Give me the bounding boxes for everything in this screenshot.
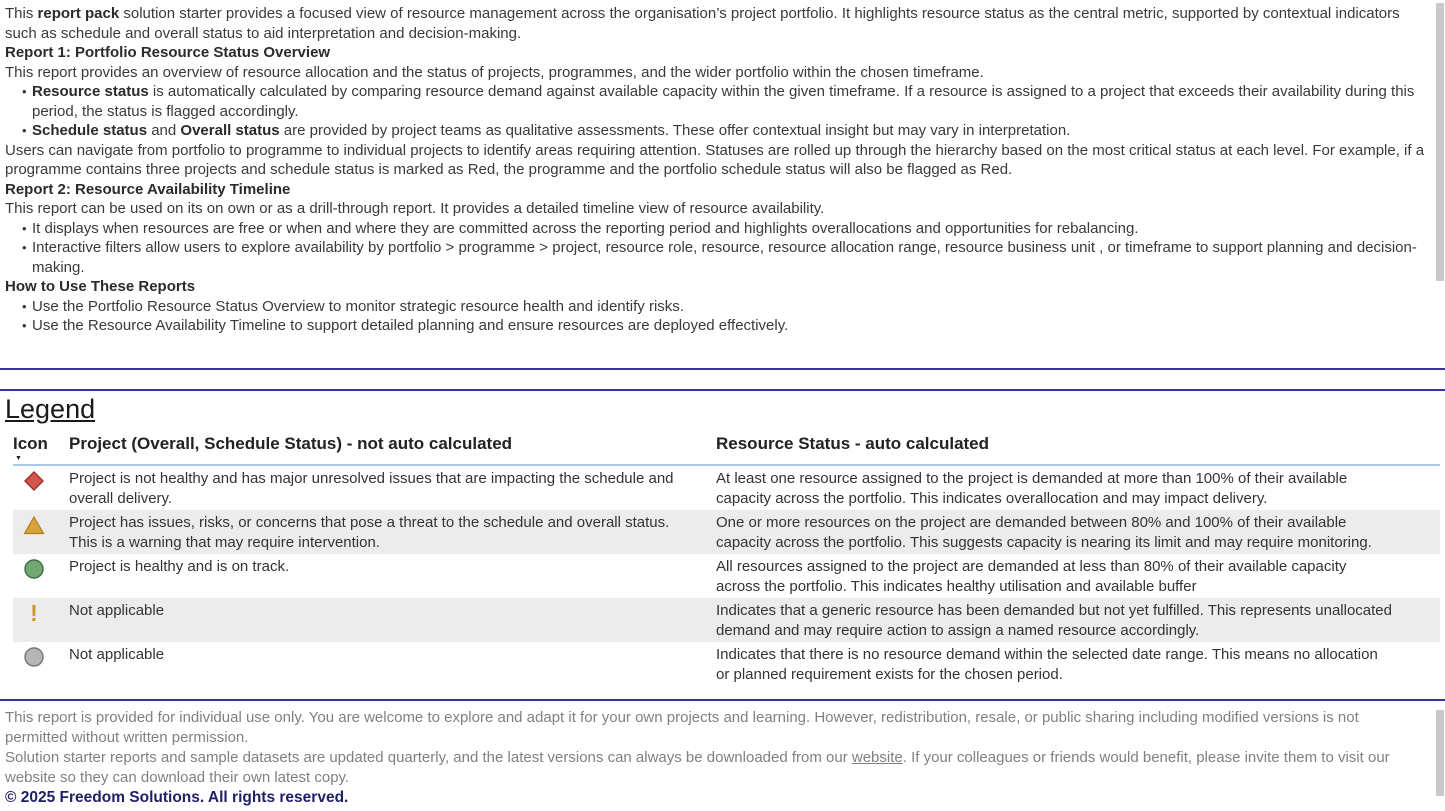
column-header-resource[interactable]: Resource Status - auto calculated	[716, 434, 990, 453]
report2-bullet-filters: • Interactive filters allow users to explore availability by portfolio > programme > project, resource role, resource, resource allocation range, resource business unit , or timeframe to support planning and decision-making.	[5, 238, 1431, 277]
footer-usage-text: This report is provided for individual use only. You are welcome to explore and adapt it for your own projects and learning. However, redistribution, resale, or public sharing including modified versions is not permitted without written permission.	[5, 709, 1359, 746]
amber-exclamation-icon: !	[30, 600, 38, 626]
resource-status-text: Indicates that there is no resource demand within the selected date range. This means no allocation or planned requirement exists for the chosen period.	[716, 646, 1378, 683]
how-to-bullet-overview: • Use the Portfolio Resource Status Overview to monitor strategic resource health and identify risks.	[5, 297, 1431, 317]
table-row	[13, 510, 1440, 554]
legend-table	[13, 433, 1440, 686]
project-status-text: Project is healthy and is on track.	[69, 558, 290, 575]
table-row	[13, 598, 1440, 642]
report1-heading: Report 1: Portfolio Resource Status Overview	[5, 44, 331, 61]
column-header-project[interactable]: Project (Overall, Schedule Status) - not auto calculated	[69, 434, 513, 453]
resource-status-text: One or more resources on the project are demanded between 80% and 100% of their available capacity across the portfolio. This suggests capacity is nearing its limit and may require monitoring.	[716, 514, 1372, 551]
green-circle-icon	[23, 558, 45, 580]
footer-scrollbar[interactable]	[1436, 702, 1444, 811]
column-header-icon[interactable]: Icon ▼	[13, 433, 69, 462]
intro-scrollbar-thumb[interactable]	[1436, 3, 1444, 281]
report1-intro: This report provides an overview of resource allocation and the status of projects, programmes, and the wider portfolio within the chosen timeframe.	[5, 63, 984, 81]
report1-bullet-resource-status: • Resource status is automatically calculated by comparing resource demand against available capacity within the given timeframe. If a resource is assigned to a project that exceeds their availability during this period, the status is flagged accordingly.	[5, 82, 1431, 121]
legend-table-header	[13, 433, 1440, 466]
table-row	[13, 642, 1440, 686]
project-status-text: Not applicable	[69, 602, 165, 619]
intro-paragraph: This report pack solution starter provides a focused view of resource management across the organisation’s project portfolio. It highlights resource status as the central metric, supported by contextual indicators such as schedule and overall status to aid interpretation and decision-making.	[5, 5, 1400, 42]
report1-outro: Users can navigate from portfolio to programme to individual projects to identify areas requiring attention. Statuses are rolled up through the hierarchy based on the most critical status at each level. For example, if a programme contains three projects and schedule status is marked as Red, the programme and the portfolio schedule status will also be flagged as Red.	[5, 141, 1425, 178]
divider-line-top	[0, 368, 1445, 370]
footer-scrollbar-thumb[interactable]	[1436, 710, 1444, 796]
legend-title: Legend	[5, 394, 96, 424]
how-to-bullet-timeline: • Use the Resource Availability Timeline to support detailed planning and ensure resources are deployed effectively.	[5, 316, 1431, 336]
website-link[interactable]: website	[851, 749, 903, 766]
table-row	[13, 554, 1440, 598]
how-to-heading: How to Use These Reports	[5, 278, 196, 295]
gray-circle-icon	[23, 646, 45, 668]
report2-heading: Report 2: Resource Availability Timeline	[5, 180, 291, 198]
table-row	[13, 466, 1440, 510]
project-status-text: Project has issues, risks, or concerns that pose a threat to the schedule and overall status. This is a warning that may require intervention.	[69, 514, 670, 551]
footer-update-text: Solution starter reports and sample datasets are updated quarterly, and the latest versions can always be downloaded from our website. If your colleagues or friends would benefit, please invite them to visit our website so they can download their own latest copy.	[5, 749, 1390, 786]
report2-bullet-display: • It displays when resources are free or when and where they are committed across the reporting period and highlights overallocations and opportunities for rebalancing.	[5, 219, 1431, 239]
report2-intro: This report can be used on its on own or as a drill-through report. It provides a detailed timeline view of resource availability.	[5, 200, 825, 217]
amber-triangle-icon	[23, 514, 45, 536]
project-status-text: Not applicable	[69, 646, 165, 663]
copyright-text: © 2025 Freedom Solutions. All rights reserved.	[5, 789, 349, 806]
divider-line-legend	[0, 389, 1445, 391]
report1-bullet-schedule-status: • Schedule status and Overall status are provided by project teams as qualitative assessments. These offer contextual insight but may vary in interpretation.	[5, 121, 1431, 141]
resource-status-text: At least one resource assigned to the project is demanded at more than 100% of their available capacity across the portfolio. This indicates overallocation and may impact delivery.	[716, 470, 1348, 507]
red-diamond-icon	[23, 470, 45, 492]
project-status-text: Project is not healthy and has major unresolved issues that are impacting the schedule and overall delivery.	[69, 470, 674, 507]
footer-panel	[0, 701, 1445, 811]
sort-descending-icon[interactable]: ▼	[15, 455, 22, 462]
legend-panel	[5, 392, 1439, 686]
resource-status-text: Indicates that a generic resource has been demanded but not yet fulfilled. This represents unallocated demand and may require action to assign a named resource accordingly.	[716, 602, 1392, 639]
resource-status-text: All resources assigned to the project are demanded at less than 80% of their available capacity across the portfolio. This indicates healthy utilisation and available buffer	[716, 558, 1347, 595]
report-description-panel	[0, 0, 1445, 366]
intro-scrollbar[interactable]	[1436, 0, 1444, 366]
